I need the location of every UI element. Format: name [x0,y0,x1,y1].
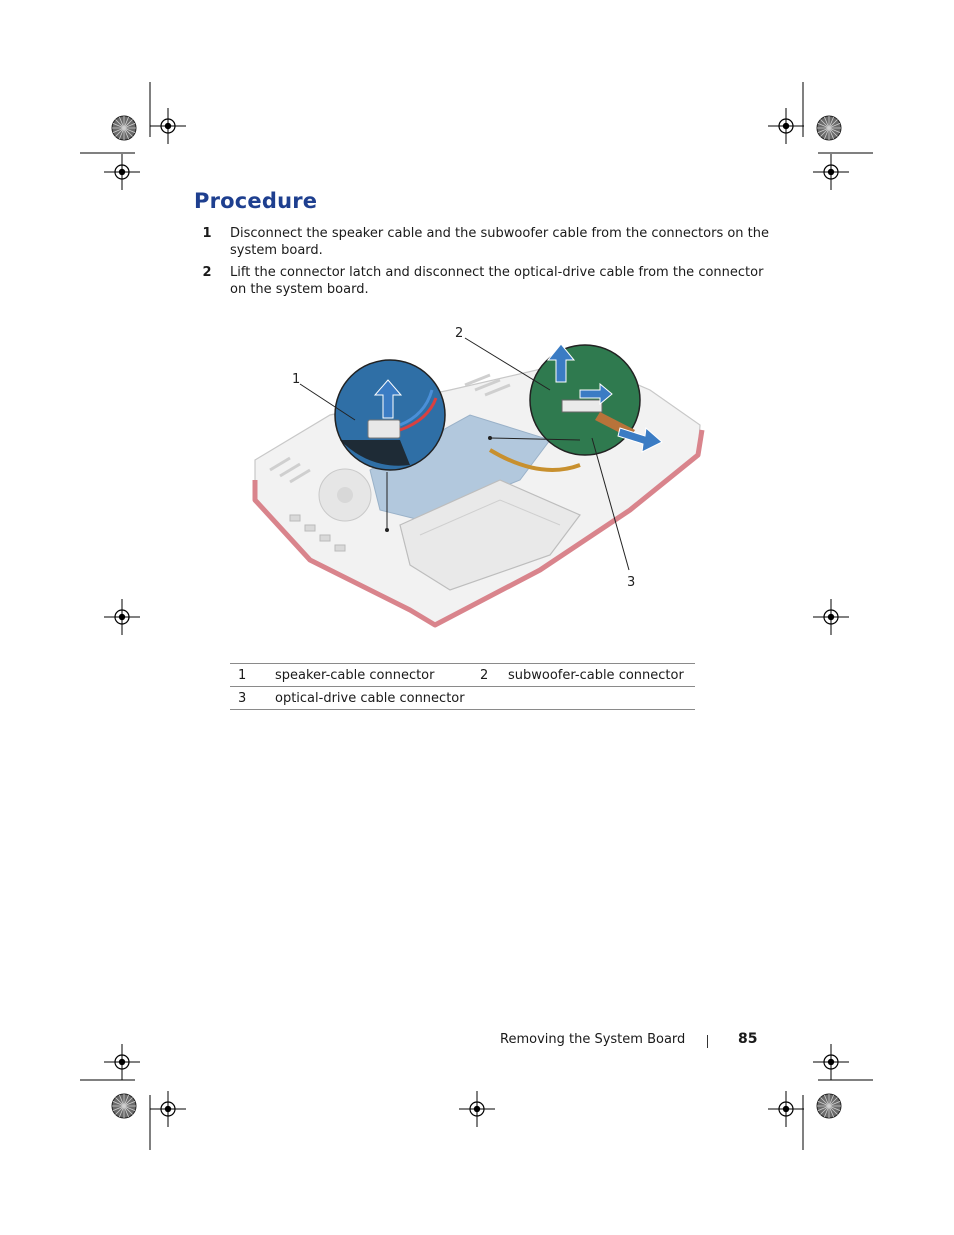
callout-number: 1 [238,667,247,683]
step-text: Disconnect the speaker cable and the subwoofer cable from the connectors on the system board. [230,226,770,258]
step-text: Lift the connector latch and disconnect the optical-drive cable from the connector on the system board. [230,265,764,297]
system-board-illustration [250,320,720,640]
table-row [230,664,695,687]
registration-mark-icon [768,108,804,144]
callout-number: 1 [292,372,301,387]
footer-section-title: Removing the System Board [500,1032,686,1047]
color-wheel-icon [817,1094,841,1118]
callout-label: optical-drive cable connector [275,690,465,706]
table-row [230,687,695,710]
registration-mark-icon [150,1091,186,1127]
registration-mark-icon [813,154,849,190]
color-wheel-icon [817,116,841,140]
procedure-steps [201,225,771,303]
step-number: 1 [202,226,212,241]
registration-mark-icon [813,599,849,635]
callout-number: 3 [627,575,636,590]
callout-label [508,687,695,710]
callout-number: 2 [480,667,489,683]
callout-label: speaker-cable connector [275,667,435,683]
registration-mark-icon [104,599,140,635]
callout-number: 3 [238,690,247,706]
procedure-step [201,264,771,298]
callout-number [480,687,508,710]
registration-mark-icon [813,1044,849,1080]
callout-legend-table [230,663,695,710]
registration-mark-icon [104,1044,140,1080]
color-wheel-icon [112,1094,136,1118]
procedure-step [201,225,771,259]
registration-mark-icon [104,154,140,190]
step-number: 2 [202,265,212,280]
registration-mark-icon [150,108,186,144]
footer-divider [707,1035,708,1048]
callout-number: 2 [455,326,464,341]
registration-mark-icon [768,1091,804,1127]
callout-label: subwoofer-cable connector [508,667,684,683]
section-heading: Procedure [194,189,318,213]
page-number: 85 [738,1031,758,1047]
color-wheel-icon [112,116,136,140]
registration-mark-icon [459,1091,495,1127]
